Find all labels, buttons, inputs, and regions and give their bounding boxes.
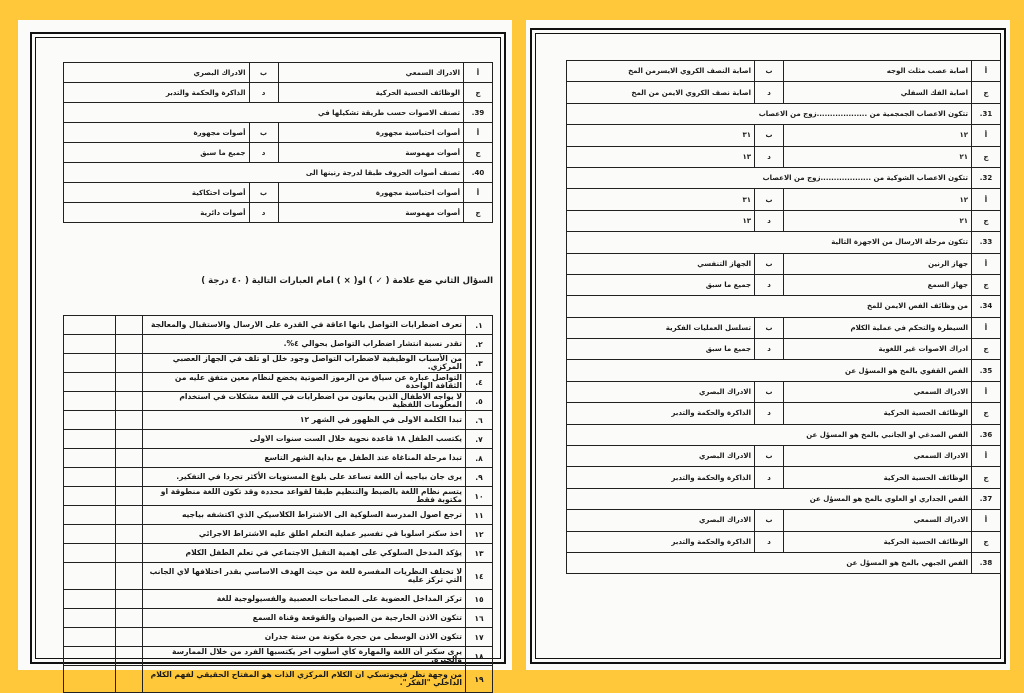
option-text: أصوات دائرية xyxy=(64,203,250,223)
option-text: الوظائف الحسية الحركية xyxy=(278,83,464,103)
statement-number: ١٥ xyxy=(466,590,493,609)
question-number: 38. xyxy=(972,552,1001,573)
option-text: ٣١ xyxy=(567,125,755,146)
options-row xyxy=(567,253,1001,274)
option-letter: ج xyxy=(972,274,1001,295)
option-letter: ج xyxy=(464,143,493,163)
answer-box[interactable] xyxy=(116,590,143,609)
option-letter: أ xyxy=(464,123,493,143)
statement-row xyxy=(64,544,493,563)
statement-row xyxy=(64,563,493,590)
option-letter: ب xyxy=(755,446,784,467)
options-row xyxy=(64,83,493,103)
question-number: 31. xyxy=(972,103,1001,124)
option-letter: ب xyxy=(755,61,784,82)
options-row xyxy=(567,403,1001,424)
question-text: الفص الصدغي او الجانبي بالمخ هو المسؤل عن xyxy=(567,424,972,445)
question-text: تتكون الاعصاب الشوكية من ...................زوج من الاعصاب xyxy=(567,167,972,188)
question-text: تصنف أصوات الحروف طبقا لدرجة رنينها الى xyxy=(64,163,464,183)
options-row xyxy=(64,183,493,203)
statement-row xyxy=(64,487,493,506)
answer-blank[interactable] xyxy=(64,449,116,468)
answer-box[interactable] xyxy=(116,449,143,468)
option-text: ١٣ xyxy=(567,210,755,231)
true-false-table xyxy=(63,315,493,693)
options-row xyxy=(64,143,493,163)
question-row xyxy=(567,424,1001,445)
question-text: الفص الجداري او العلوي بالمخ هو المسؤل عن xyxy=(567,488,972,509)
option-text: الادراك السمعي xyxy=(784,510,972,531)
statement-number: ١١ xyxy=(466,506,493,525)
option-text: تسلسل العمليات الفكرية xyxy=(567,317,755,338)
statement-text: تبدا الكلمة الاولى في الظهور في الشهر ١٢ xyxy=(143,411,466,430)
option-letter: أ xyxy=(972,381,1001,402)
statement-row xyxy=(64,609,493,628)
option-letter: ب xyxy=(755,189,784,210)
statement-text: يرى جان بياجيه أن اللغة تساعد على بلوغ المستويات الأكثر تجردا في التفكير. xyxy=(143,468,466,487)
question-number: 39. xyxy=(464,103,493,123)
statement-row xyxy=(64,335,493,354)
question-row xyxy=(64,103,493,123)
option-text: ٢١ xyxy=(784,146,972,167)
statement-row xyxy=(64,525,493,544)
option-text: ٢١ xyxy=(784,210,972,231)
option-letter: د xyxy=(755,146,784,167)
options-row xyxy=(64,203,493,223)
left-page xyxy=(18,20,512,687)
answer-box[interactable] xyxy=(116,487,143,506)
statement-row xyxy=(64,354,493,373)
option-letter: ج xyxy=(464,83,493,103)
statement-row xyxy=(64,468,493,487)
question-number: 37. xyxy=(972,488,1001,509)
option-text: الجهاز التنفسي xyxy=(567,253,755,274)
statement-text: تقدر نسبة انتشار اضطراب التواصل بحوالي ٤%. xyxy=(143,335,466,354)
option-letter: أ xyxy=(972,253,1001,274)
option-letter: ج xyxy=(972,339,1001,360)
option-letter: ب xyxy=(755,381,784,402)
options-row xyxy=(64,123,493,143)
statement-number: ١٠ xyxy=(466,487,493,506)
answer-blank[interactable] xyxy=(64,373,116,392)
option-text: الادراك السمعي xyxy=(278,63,464,83)
statement-row xyxy=(64,392,493,411)
options-row xyxy=(567,339,1001,360)
option-text: جهاز الرنين xyxy=(784,253,972,274)
answer-blank[interactable] xyxy=(64,316,116,335)
options-row xyxy=(567,61,1001,82)
answer-blank[interactable] xyxy=(64,609,116,628)
option-text: الذاكرة والحكمة والتدبر xyxy=(567,403,755,424)
question-number: 33. xyxy=(972,232,1001,253)
question-number: 35. xyxy=(972,360,1001,381)
option-letter: أ xyxy=(464,183,493,203)
answer-box[interactable] xyxy=(116,354,143,373)
answer-blank[interactable] xyxy=(64,628,116,647)
answer-box[interactable] xyxy=(116,506,143,525)
question-row xyxy=(567,296,1001,317)
answer-box[interactable] xyxy=(116,373,143,392)
answer-blank[interactable] xyxy=(64,392,116,411)
statement-number: ١٩ xyxy=(466,666,493,693)
answer-box[interactable] xyxy=(116,666,143,693)
question-row xyxy=(567,488,1001,509)
option-letter: د xyxy=(755,339,784,360)
option-text: أصوات احتباسية مجهورة xyxy=(278,123,464,143)
right-mcq-table xyxy=(566,60,1001,574)
answer-box[interactable] xyxy=(116,335,143,354)
option-text: اصابة النصف الكروي الايسرمن المخ xyxy=(567,61,755,82)
options-row xyxy=(567,317,1001,338)
question-text: الفص القفوي بالمخ هو المسؤل عن xyxy=(567,360,972,381)
option-text: الذاكرة والحكمة والتدبر xyxy=(64,83,250,103)
question-row xyxy=(567,167,1001,188)
option-text: الادراك البصري xyxy=(567,381,755,402)
statement-row xyxy=(64,373,493,392)
statement-number: ٧. xyxy=(466,430,493,449)
answer-blank[interactable] xyxy=(64,411,116,430)
statement-text: تركز المداخل العضوية على المصاحبات العصبية والفسيولوجية للغة xyxy=(143,590,466,609)
statement-number: ١٦ xyxy=(466,609,493,628)
option-text: ١٣ xyxy=(567,146,755,167)
answer-box[interactable] xyxy=(116,609,143,628)
answer-box[interactable] xyxy=(116,316,143,335)
option-letter: ج xyxy=(972,467,1001,488)
answer-box[interactable] xyxy=(116,544,143,563)
statement-text: تبدا مرحلة المناغاة عند الطفل مع بداية الشهر التاسع xyxy=(143,449,466,468)
statement-text: من وجهة نظر فيجوتسكي ان الكلام المركزي الذات هو المفتاح الحقيقي لفهم الكلام الداخلي "الفكر". xyxy=(143,666,466,693)
statement-number: ١٧ xyxy=(466,628,493,647)
statement-number: ٤. xyxy=(466,373,493,392)
question-text: من وظائف الفص الايمن للمخ xyxy=(567,296,972,317)
statement-number: ٢. xyxy=(466,335,493,354)
answer-blank[interactable] xyxy=(64,506,116,525)
options-row xyxy=(567,189,1001,210)
statement-row xyxy=(64,430,493,449)
options-row xyxy=(567,274,1001,295)
answer-box[interactable] xyxy=(116,392,143,411)
options-row xyxy=(567,146,1001,167)
question-number: 36. xyxy=(972,424,1001,445)
options-row xyxy=(567,210,1001,231)
answer-blank[interactable] xyxy=(64,563,116,590)
option-text: ١٢ xyxy=(784,125,972,146)
options-row xyxy=(567,531,1001,552)
option-text: الذاكرة والحكمة والتدبر xyxy=(567,531,755,552)
answer-box[interactable] xyxy=(116,525,143,544)
options-row xyxy=(567,125,1001,146)
option-letter: ب xyxy=(249,63,278,83)
option-letter: د xyxy=(755,403,784,424)
statement-number: ٨. xyxy=(466,449,493,468)
options-row xyxy=(567,467,1001,488)
option-text: أصوات احتباسية مجهورة xyxy=(278,183,464,203)
option-text: الادراك السمعي xyxy=(784,446,972,467)
left-mcq-table xyxy=(63,62,493,223)
option-text: الادراك السمعي xyxy=(784,381,972,402)
option-text: ١٢ xyxy=(784,189,972,210)
option-letter: ب xyxy=(249,183,278,203)
answer-blank[interactable] xyxy=(64,666,116,693)
option-letter: ب xyxy=(755,510,784,531)
statement-row xyxy=(64,506,493,525)
answer-box[interactable] xyxy=(116,468,143,487)
statement-text: من الأسباب الوظيفية لاضطراب التواصل وجود خلل او تلف في الجهاز العصبي المركزي. xyxy=(143,354,466,373)
option-text: اصابة نصف الكروي الايمن من المخ xyxy=(567,82,755,103)
statement-number: ١٣ xyxy=(466,544,493,563)
option-text: ادراك الاصوات غير اللغوية xyxy=(784,339,972,360)
statement-text: ترجع اصول المدرسة السلوكية الى الاشتراط الكلاسيكي الذي اكتشفه بياجيه xyxy=(143,506,466,525)
answer-blank[interactable] xyxy=(64,647,116,666)
option-letter: أ xyxy=(972,125,1001,146)
option-letter: ب xyxy=(755,125,784,146)
options-row xyxy=(567,82,1001,103)
option-text: جميع ما سبق xyxy=(567,339,755,360)
answer-blank[interactable] xyxy=(64,335,116,354)
statement-number: ١٢ xyxy=(466,525,493,544)
question-number: 32. xyxy=(972,167,1001,188)
option-text: أصوات احتكاكية xyxy=(64,183,250,203)
question-text: الفص الجبهي بالمخ هو المسؤل عن xyxy=(567,552,972,573)
option-text: الادراك البصري xyxy=(64,63,250,83)
statement-number: ١٨ xyxy=(466,647,493,666)
statement-text: لا تختلف النظريات المفسرة للغة من حيث الهدف الاساسي بقدر اختلافها لاي الجانب التي تركز عليه xyxy=(143,563,466,590)
options-row xyxy=(567,446,1001,467)
question-number: 34. xyxy=(972,296,1001,317)
statement-row xyxy=(64,411,493,430)
option-text: الادراك البصري xyxy=(567,446,755,467)
question-number: 40. xyxy=(464,163,493,183)
statement-number: ٥. xyxy=(466,392,493,411)
question-row xyxy=(567,103,1001,124)
statement-text: تتكون الاذن الوسطى من حجرة مكونة من ستة جدران xyxy=(143,628,466,647)
option-letter: د xyxy=(755,82,784,103)
statement-number: ٩. xyxy=(466,468,493,487)
question-row xyxy=(567,552,1001,573)
option-text: الادراك البصري xyxy=(567,510,755,531)
option-letter: ج xyxy=(972,146,1001,167)
options-row xyxy=(64,63,493,83)
statement-row xyxy=(64,590,493,609)
option-letter: د xyxy=(755,274,784,295)
answer-box[interactable] xyxy=(116,647,143,666)
option-letter: ج xyxy=(464,203,493,223)
options-row xyxy=(567,510,1001,531)
statement-text: تتكون الاذن الخارجية من الصيوان والقوقعة وقناة السمع xyxy=(143,609,466,628)
statement-text: اخذ سكنر اسلوبا في تفسير عملية التعلم اطلق عليه الاشتراط الاجرائي xyxy=(143,525,466,544)
option-text: الذاكرة والحكمة والتدبر xyxy=(567,467,755,488)
option-letter: أ xyxy=(972,317,1001,338)
option-letter: أ xyxy=(972,446,1001,467)
statement-row xyxy=(64,666,493,693)
statement-number: ٦. xyxy=(466,411,493,430)
option-letter: أ xyxy=(972,510,1001,531)
statement-text: لا يواجه الاطفال الذين يعانون من اضطرابات في اللغة مشكلات في استخدام المعلومات اللفظية xyxy=(143,392,466,411)
option-letter: د xyxy=(755,467,784,488)
option-text: الوظائف الحسية الحركية xyxy=(784,531,972,552)
option-text: أصوات مجهورة xyxy=(64,123,250,143)
answer-blank[interactable] xyxy=(64,354,116,373)
option-letter: د xyxy=(249,143,278,163)
option-letter: د xyxy=(755,210,784,231)
option-letter: د xyxy=(249,203,278,223)
options-row xyxy=(567,381,1001,402)
statement-text: يكتسب الطفل ١٨ قاعدة نحوية خلال الست سنوات الاولى xyxy=(143,430,466,449)
option-text: اصابة عصب مثلث الوجه xyxy=(784,61,972,82)
option-letter: ج xyxy=(972,210,1001,231)
option-text: جهاز السمع xyxy=(784,274,972,295)
statement-number: ٣. xyxy=(466,354,493,373)
option-letter: أ xyxy=(464,63,493,83)
option-text: السيطرة والتحكم في عملية الكلام xyxy=(784,317,972,338)
option-letter: د xyxy=(755,531,784,552)
answer-blank[interactable] xyxy=(64,430,116,449)
option-text: أصوات مهموسة xyxy=(278,143,464,163)
statement-number: ١. xyxy=(466,316,493,335)
answer-blank[interactable] xyxy=(64,590,116,609)
statement-text: تعرف اضطرابات التواصل بانها اعاقة في القدرة على الارسال والاستقبال والمعالجة xyxy=(143,316,466,335)
option-text: أصوات مهموسة xyxy=(278,203,464,223)
statement-number: ١٤ xyxy=(466,563,493,590)
statement-row xyxy=(64,316,493,335)
question-text: تتكون مرحلة الارسال من الاجهزة التالية xyxy=(567,232,972,253)
option-letter: أ xyxy=(972,189,1001,210)
answer-blank[interactable] xyxy=(64,544,116,563)
option-letter: ب xyxy=(755,317,784,338)
option-text: ٣١ xyxy=(567,189,755,210)
statement-text: يتسم نظام اللغة بالضبط والتنظيم طبقا لقواعد محددة وقد تكون اللغة منطوقة او مكتوبة فقط xyxy=(143,487,466,506)
question-row xyxy=(567,360,1001,381)
option-text: اصابة الفك السفلي xyxy=(784,82,972,103)
answer-box[interactable] xyxy=(116,563,143,590)
option-letter: د xyxy=(249,83,278,103)
answer-box[interactable] xyxy=(116,628,143,647)
right-page xyxy=(526,20,1010,670)
option-letter: ج xyxy=(972,82,1001,103)
option-letter: ب xyxy=(755,253,784,274)
question-row xyxy=(64,163,493,183)
answer-blank[interactable] xyxy=(64,487,116,506)
option-text: الوظائف الحسية الحركية xyxy=(784,403,972,424)
question-row xyxy=(567,232,1001,253)
question-text: تصنف الاصوات حسب طريقة تشكيلها في xyxy=(64,103,464,123)
option-text: الوظائف الحسية الحركية xyxy=(784,467,972,488)
statement-row xyxy=(64,628,493,647)
statement-row xyxy=(64,449,493,468)
answer-box[interactable] xyxy=(116,430,143,449)
option-text: جميع ما سبق xyxy=(567,274,755,295)
statement-text: يؤكد المدخل السلوكي على اهمية التقبل الاجتماعي في تعلم الطفل الكلام xyxy=(143,544,466,563)
question-text: تتكون الاعصاب الجمجمية من ...................زوج من الاعصاب xyxy=(567,103,972,124)
statement-row xyxy=(64,647,493,666)
option-letter: ب xyxy=(249,123,278,143)
answer-box[interactable] xyxy=(116,411,143,430)
part2-title: السؤال الثاني ضع علامة ( ✓ ) او( × ) امام العبارات التالية ( ٤٠ درجة ) xyxy=(201,276,493,286)
statement-text: التواصل عبارة عن سياق من الرموز الصوتية يخضع لنظام معين متفق عليه من الثقافة الواحدة xyxy=(143,373,466,392)
option-letter: ج xyxy=(972,531,1001,552)
answer-blank[interactable] xyxy=(64,468,116,487)
option-letter: أ xyxy=(972,61,1001,82)
option-letter: ج xyxy=(972,403,1001,424)
statement-text: يرى سكنر أن اللغة والمهارة كأي أسلوب اخر يكتسبها الفرد من خلال الممارسة والخبرة. xyxy=(143,647,466,666)
option-text: جميع ما سبق xyxy=(64,143,250,163)
answer-blank[interactable] xyxy=(64,525,116,544)
